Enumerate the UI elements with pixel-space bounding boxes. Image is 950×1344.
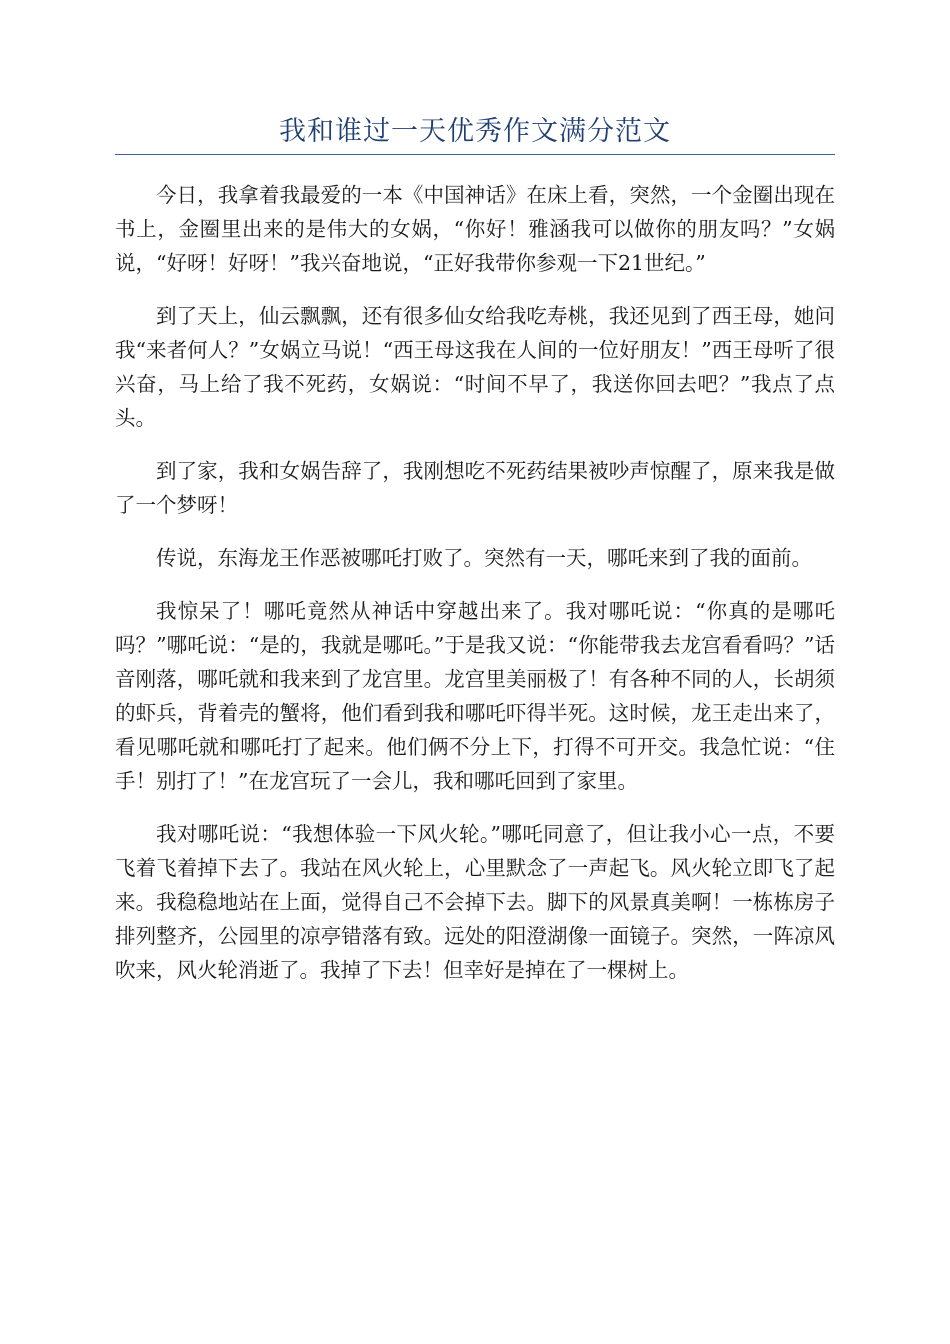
paragraph-4: 传说，东海龙王作恶被哪吒打败了。突然有一天，哪吒来到了我的面前。 <box>156 546 812 570</box>
paragraph-2: 到了天上，仙云飘飘，还有很多仙女给我吃寿桃，我还见到了西王母，她问我“来者何人？”女娲立马说！“西王母这我在人间的一位好朋友！”西王母听了很兴奋，马上给了我不死药，女娲说：“时间不早了，我送你回去吧？”我点了点头。 <box>115 304 835 430</box>
document-body <box>115 178 835 1006</box>
document-title: 我和谁过一天优秀作文满分范文 <box>279 116 671 147</box>
title-underline <box>115 154 835 155</box>
paragraph-1: 今日，我拿着我最爱的一本《中国神话》在床上看，突然，一个金圈出现在书上，金圈里出来的是伟大的女娲，“你好！雅涵我可以做你的朋友吗？”女娲说，“好呀！好呀！”我兴奋地说，“正好我带你参观一下21世纪。” <box>115 183 835 275</box>
paragraph-3: 到了家，我和女娲告辞了，我刚想吃不死药结果被吵声惊醒了，原来我是做了一个梦呀！ <box>115 459 835 517</box>
paragraph-6: 我对哪吒说：“我想体验一下风火轮。”哪吒同意了，但让我小心一点，不要飞着飞着掉下去了。我站在风火轮上，心里默念了一声起飞。风火轮立即飞了起来。我稳稳地站在上面，觉得自己不会掉下去。脚下的风景真美啊！一栋栋房子排列整齐，公园里的凉亭错落有致。远处的阳澄湖像一面镜子。突然，一阵凉风吹来，风火轮消逝了。我掉了下去！但幸好是掉在了一棵树上。 <box>115 822 835 982</box>
paragraph-5: 我惊呆了！哪吒竟然从神话中穿越出来了。我对哪吒说：“你真的是哪吒吗？”哪吒说：“是的，我就是哪吒。”于是我又说：“你能带我去龙宫看看吗？”话音刚落，哪吒就和我来到了龙宫里。龙宫里美丽极了！有各种不同的人，长胡须的虾兵，背着壳的蟹将，他们看到我和哪吒吓得半死。这时候，龙王走出来了，看见哪吒就和哪吒打了起来。他们俩不分上下，打得不可开交。我急忙说：“住手！别打了！”在龙宫玩了一会儿，我和哪吒回到了家里。 <box>115 599 835 793</box>
